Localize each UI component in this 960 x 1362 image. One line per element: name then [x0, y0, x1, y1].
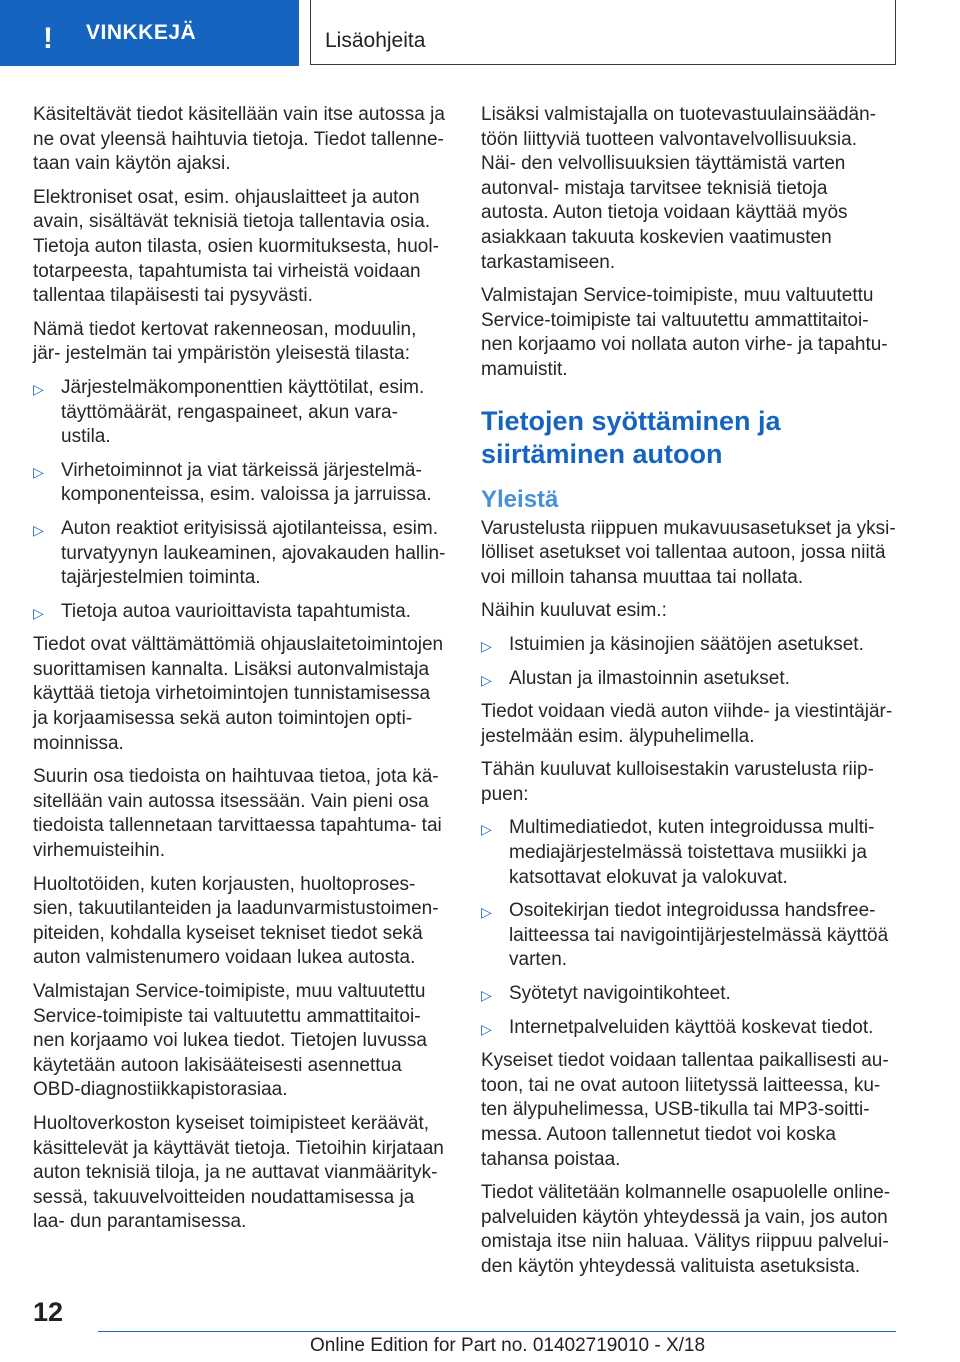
list-item — [481, 633, 897, 658]
triangle-right-icon: ▷ — [481, 637, 492, 654]
paragraph: Nämä tiedot kertovat rakenneosan, moduulin, jär‐ jestelmän tai ympäristön yleisestä tilasta: — [33, 318, 417, 365]
triangle-right-icon: ▷ — [481, 904, 492, 921]
triangle-right-icon: ▷ — [481, 987, 492, 1004]
section-tab — [310, 0, 896, 65]
section-tab-label: Lisäohjeita — [325, 29, 426, 52]
paragraph: Valmistajan Service-toimipiste, muu valtuutettu Service-toimipiste tai valtuutettu ammattitaitoi‐ nen korjaamo voi lukea tiedot. Tietojen luvussa käytetään autoon lakisääteisesti asennettua OBD-diagnostiikkapistorasiaa. — [33, 981, 427, 1101]
list-item-text: Virhetoiminnot ja viat tärkeissä järjestelmä‐ komponenteissa, esim. valoissa ja jarruissa. — [61, 459, 432, 506]
triangle-right-icon: ▷ — [33, 380, 44, 397]
triangle-right-icon: ▷ — [33, 521, 44, 538]
list-item-text: Istuimien ja käsinojien säätöjen asetukset. — [509, 633, 864, 655]
list-item-text: Auton reaktiot erityisissä ajotilanteissa, esim. turvatyynyn laukeaminen, ajovakauden hallin‐ tajärjestelmien toiminta. — [61, 517, 446, 589]
paragraph: Tähän kuuluvat kulloisestakin varustelusta riip‐ puen: — [481, 759, 874, 805]
paragraph: Suurin osa tiedoista on haihtuvaa tietoa, jota kä‐ sitellään vain autossa itsessään. Vain pieni osa tiedoista tallennetaan tarvittaessa tapahtuma- tai virhemuisteihin. — [33, 766, 442, 862]
paragraph: Huoltotöiden, kuten korjausten, huoltoproses‐ sien, takuutilanteiden ja laadunvarmistustoimen‐ piteiden, kohdalla kyseiset tekniset tiedot sekä auton valmistenumero voidaan lukea autosta. — [33, 873, 439, 969]
paragraph: Valmistajan Service-toimipiste, muu valtuutettu Service-toimipiste tai valtuutettu ammattitaitoi‐ nen korjaamo voi nollata auton virhe- ja tapahtu‐ mamuistit. — [481, 285, 888, 380]
page-number: 12 — [33, 1297, 64, 1327]
paragraph: Tiedot ovat välttämättömiä ohjauslaitetoimintojen suorittamisen kannalta. Lisäksi autonvalmistaja käyttää tietoja virhetoimintojen tunnistamisessa ja korjaamisessa sekä auton toimintojen opti‐ moinnissa. — [33, 634, 444, 754]
triangle-right-icon: ▷ — [33, 463, 44, 480]
paragraph: Lisäksi valmistajalla on tuotevastuulainsäädän‐ töön liittyviä tuotteen valvontavelvollisuuksia. Näi‐ den velvollisuuksien täyttämistä varten autonval‐ mistaja tarvitsee teknisiä tietoja autosta. Auton tietoja voidaan käyttää myös asiakkaan takuuta koskevien vaatimusten tarkastamiseen. — [481, 104, 877, 273]
list-item — [33, 376, 449, 450]
list-item-text: Osoitekirjan tiedot integroidussa handsfree- laitteessa tai navigointijärjestelmässä käyttöä varten. — [509, 900, 889, 971]
triangle-right-icon: ▷ — [33, 604, 44, 621]
paragraph: Näihin kuuluvat esim.: — [481, 600, 667, 622]
list-item — [481, 1016, 897, 1041]
list-item — [481, 667, 897, 692]
list-item-text: Internetpalveluiden käyttöä koskevat tiedot. — [509, 1016, 874, 1038]
list-item-text: Syötetyt navigointikohteet. — [509, 983, 731, 1005]
list-item — [481, 899, 897, 973]
paragraph: Tiedot voidaan viedä auton viihde- ja viestintäjär‐ jestelmään esim. älypuhelimella. — [481, 701, 893, 747]
paragraph: Käsiteltävät tiedot käsitellään vain itse autossa ja ne ovat yleensä haihtuvia tietoja. Tiedot tallenne‐ taan vain käytön ajaksi. — [33, 104, 445, 175]
list-item-text: Järjestelmäkomponenttien käyttötilat, esim. täyttömäärät, rengaspaineet, akun vara‐ ustila. — [61, 376, 425, 448]
tips-tab-label: VINKKEJÄ — [86, 21, 197, 44]
list-item — [33, 517, 449, 591]
list-item-text: Alustan ja ilmastoinnin asetukset. — [509, 667, 790, 689]
paragraph: Huoltoverkoston kyseiset toimipisteet keräävät, käsittelevät ja käyttävät tietoja. Tietoihin kirjataan auton teknisiä tiloja, ja ne auttavat vianmäärityk‐ sessä, takuuvelvoitteiden noudattamisessa ja laa‐ dun parantamisessa. — [33, 1112, 444, 1233]
list-item-text: Tietoja autoa vaurioittavista tapahtumista. — [61, 600, 411, 622]
list-item — [33, 600, 449, 625]
paragraph: Elektroniset osat, esim. ohjauslaitteet ja auton avain, sisältävät teknisiä tietoja tallentavia osia. Tietoja auton tilasta, osien kuormituksesta, huol‐ totarpeesta, tapahtumista tai virheistä voidaan tallentaa tilapäisesti tai pysyvästi. — [33, 186, 439, 307]
footer-divider — [98, 1331, 896, 1332]
footer-edition-text: Online Edition for Part no. 01402719010 - X/18 — [310, 1335, 706, 1356]
list-item-text: Multimediatiedot, kuten integroidussa multi‐ mediajärjestelmässä toistettava musiikki ja katsottavat elokuvat ja valokuvat. — [509, 817, 875, 888]
tips-tab — [0, 0, 299, 66]
paragraph: Kyseiset tiedot voidaan tallentaa paikallisesti au‐ toon, tai ne ovat autoon liitetyssä laitteessa, ku‐ ten älypuhelimessa, USB-tikulla tai MP3-soitti‐ messa. Autoon tallennetut tiedot voi koska tahansa poistaa. — [481, 1050, 889, 1170]
right-column — [481, 103, 897, 1289]
list-item — [481, 816, 897, 890]
page-header — [0, 0, 960, 66]
list-item — [481, 982, 897, 1007]
triangle-right-icon: ▷ — [481, 671, 492, 688]
list-item — [33, 459, 449, 508]
left-column — [33, 103, 449, 1244]
triangle-right-icon: ▷ — [481, 821, 492, 838]
exclamation-icon: ! — [43, 22, 53, 55]
subsection-heading: Yleistä — [481, 485, 559, 513]
paragraph: Varustelusta riippuen mukavuusasetukset ja yksi‐ lölliset asetukset voi tallentaa autoon, jossa niitä voi milloin tahansa muuttaa tai nollata. — [481, 517, 896, 588]
paragraph: Tiedot välitetään kolmannelle osapuolelle online- palveluiden käytön yhteydessä ja vain, jos auton omistaja itse niin haluaa. Välitys riippuu palvelui‐ den käytön yhteydessä valituista asetuksista. — [481, 1182, 891, 1277]
section-heading: Tietojen syöttäminen ja siirtäminen autoon — [481, 405, 781, 469]
triangle-right-icon: ▷ — [481, 1020, 492, 1037]
